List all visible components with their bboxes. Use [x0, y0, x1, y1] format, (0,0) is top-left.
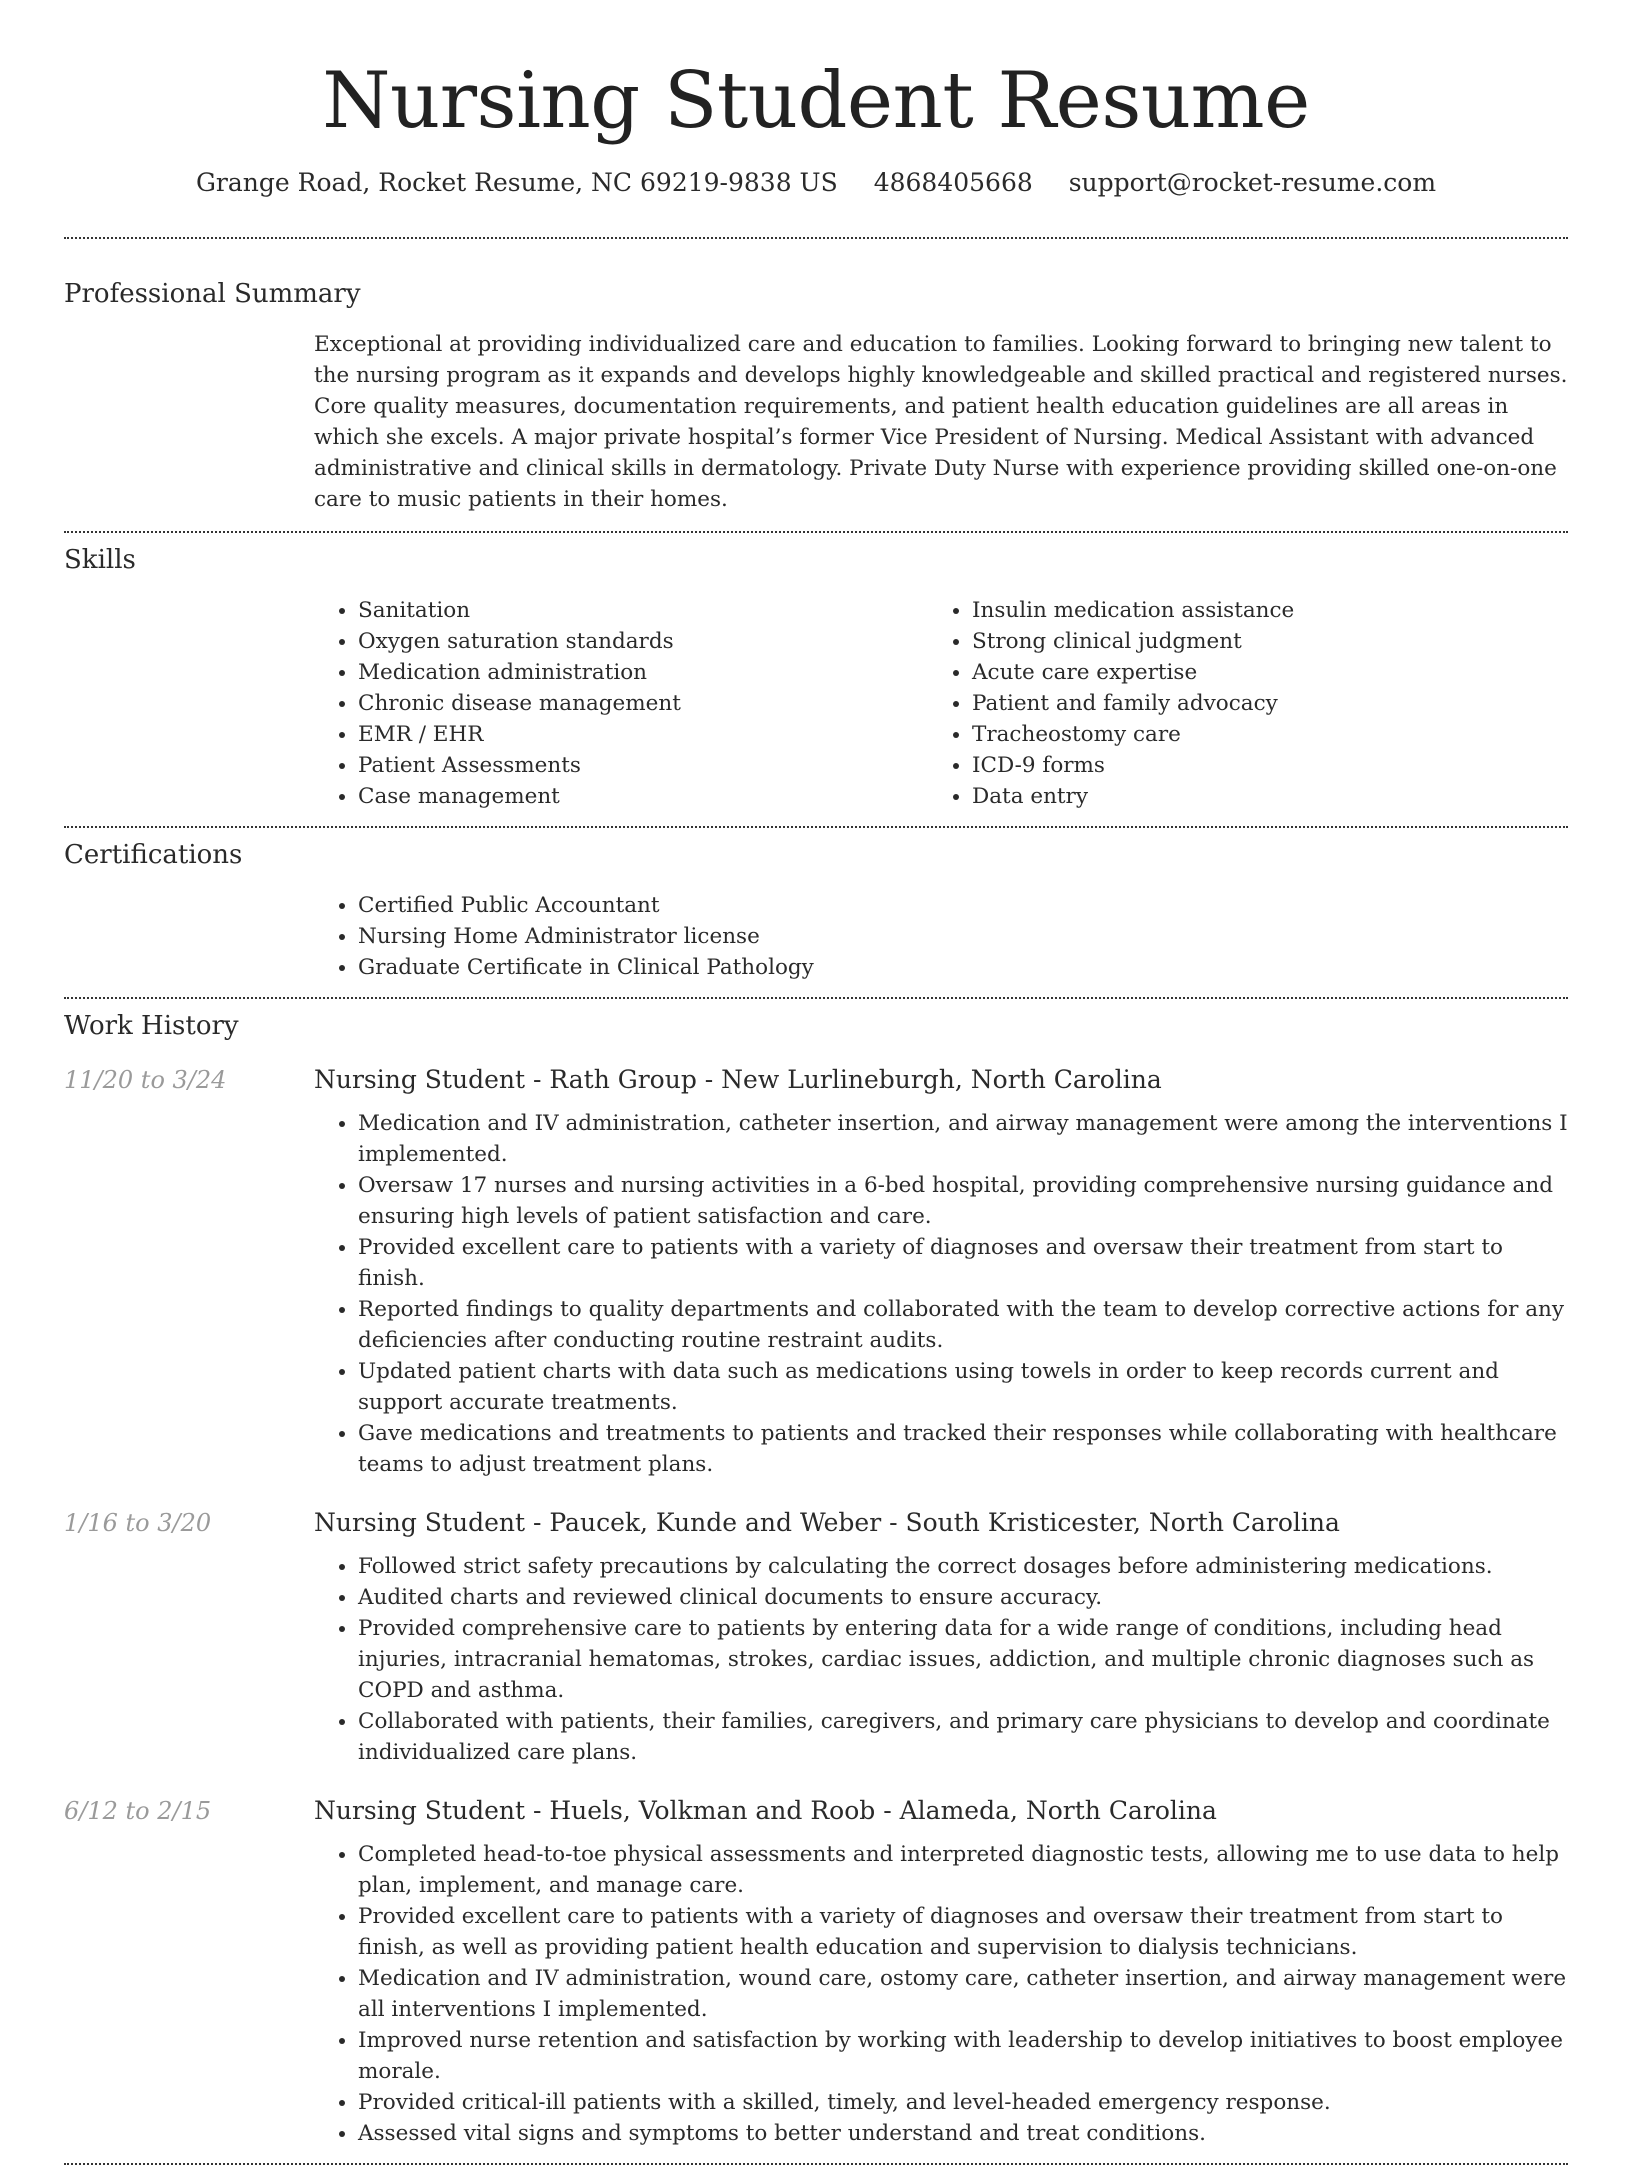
skill-item: • Strong clinical judgment	[972, 626, 1542, 657]
section-title-work-history: Work History	[64, 1011, 239, 1041]
skill-item: • Patient Assessments	[358, 750, 928, 781]
skill-item: • Acute care expertise	[972, 657, 1542, 688]
certification-item: • Nursing Home Administrator license	[358, 921, 1568, 952]
contact-phone: 4868405668	[873, 168, 1033, 197]
section-title-skills: Skills	[64, 545, 136, 575]
certification-item: • Graduate Certificate in Clinical Pathology	[358, 952, 1568, 983]
skill-item: • Insulin medication assistance	[972, 595, 1542, 626]
job-bullet: • Provided excellent care to patients with a variety of diagnoses and oversaw their treatment from start to finish.	[358, 1232, 1568, 1294]
job-bullet: • Medication and IV administration, wound care, ostomy care, catheter insertion, and airway management were all interventions I implemented.	[358, 1963, 1568, 2025]
contact-address: Grange Road, Rocket Resume, NC 69219-9838 US	[195, 168, 838, 197]
job-bullet: • Assessed vital signs and symptoms to better understand and treat conditions.	[358, 2118, 1568, 2149]
skill-item: • Case management	[358, 781, 928, 812]
skill-item: • Oxygen saturation standards	[358, 626, 928, 657]
skill-item: • Sanitation	[358, 595, 928, 626]
skills-column-right	[928, 595, 1542, 812]
skill-item: • EMR / EHR	[358, 719, 928, 750]
contact-email: support@rocket-resume.com	[1068, 168, 1437, 197]
job-title: Nursing Student - Paucek, Kunde and Weber - South Kristicester, North Carolina	[314, 1508, 1340, 1537]
job-bullet: • Provided critical-ill patients with a skilled, timely, and level-headed emergency response.	[358, 2087, 1568, 2118]
certification-item: • Certified Public Accountant	[358, 890, 1568, 921]
job-bullet: • Oversaw 17 nurses and nursing activities in a 6-bed hospital, providing comprehensive nursing guidance and ensuring high levels of patient satisfaction and care.	[358, 1170, 1568, 1232]
skill-item: • Chronic disease management	[358, 688, 928, 719]
job-bullet: • Completed head-to-toe physical assessments and interpreted diagnostic tests, allowing me to use data to help plan, implement, and manage care.	[358, 1839, 1568, 1901]
job-bullet: • Medication and IV administration, catheter insertion, and airway management were among the interventions I implemented.	[358, 1108, 1568, 1170]
skill-item: • Tracheostomy care	[972, 719, 1542, 750]
job-entry	[64, 1796, 1568, 2149]
job-dates: 6/12 to 2/15	[64, 1797, 212, 1825]
job-dates: 1/16 to 3/20	[64, 1509, 212, 1537]
job-bullet: • Updated patient charts with data such as medications using towels in order to keep records current and support accurate treatments.	[358, 1356, 1568, 1418]
resume-page	[64, 0, 1568, 2165]
job-bullet: • Improved nurse retention and satisfaction by working with leadership to develop initiatives to boost employee morale.	[358, 2025, 1568, 2087]
skills-column-left	[314, 595, 928, 812]
job-bullet: • Provided comprehensive care to patients by entering data for a wide range of conditions, including head injuries, intracranial hematomas, strokes, cardiac issues, addiction, and multiple chronic diagnoses such as COPD and asthma.	[358, 1613, 1568, 1706]
job-header	[64, 1508, 1568, 1537]
certifications-list	[314, 890, 1568, 983]
skills-list	[314, 595, 1568, 812]
summary-text: Exceptional at providing individualized care and education to families. Looking forward to bringing new talent to the nursing program as it expands and develops highly knowledgeable and skilled practical and registered nurses. Core quality measures, documentation requirements, and patient health education guidelines are all areas in which she excels. A major private hospital’s former Vice President of Nursing. Medical Assistant with advanced administrative and clinical skills in dermatology. Private Duty Nurse with experience providing skilled one-on-one care to music patients in their homes.	[314, 332, 1568, 512]
job-bullet: • Collaborated with patients, their families, caregivers, and primary care physicians to develop and coordinate individualized care plans.	[358, 1706, 1568, 1768]
job-bullet: • Audited charts and reviewed clinical documents to ensure accuracy.	[358, 1582, 1568, 1613]
job-bullets	[314, 1551, 1568, 1768]
section-title-certifications: Certifications	[64, 840, 243, 870]
job-header	[64, 1796, 1568, 1825]
job-bullet: • Gave medications and treatments to patients and tracked their responses while collaborating with healthcare teams to adjust treatment plans.	[358, 1418, 1568, 1480]
job-bullet: • Reported findings to quality departments and collaborated with the team to develop corrective actions for any deficiencies after conducting routine restraint audits.	[358, 1294, 1568, 1356]
job-bullets	[314, 1839, 1568, 2149]
job-title: Nursing Student - Huels, Volkman and Roob - Alameda, North Carolina	[314, 1796, 1217, 1825]
divider	[64, 997, 1568, 999]
divider	[64, 826, 1568, 828]
skill-item: • Data entry	[972, 781, 1542, 812]
page-title: Nursing Student Resume	[322, 56, 1310, 146]
skill-item: • Patient and family advocacy	[972, 688, 1542, 719]
job-bullet: • Provided excellent care to patients with a variety of diagnoses and oversaw their treatment from start to finish, as well as providing patient health education and supervision to dialysis technicians.	[358, 1901, 1568, 1963]
job-title: Nursing Student - Rath Group - New Lurlineburgh, North Carolina	[314, 1065, 1162, 1094]
contact-line	[64, 168, 1568, 197]
skill-item: • Medication administration	[358, 657, 928, 688]
job-bullets	[314, 1108, 1568, 1480]
divider	[64, 531, 1568, 533]
divider	[64, 237, 1568, 239]
job-header	[64, 1065, 1568, 1094]
skill-item: • ICD-9 forms	[972, 750, 1542, 781]
job-entry	[64, 1508, 1568, 1768]
section-title-summary: Professional Summary	[64, 279, 361, 309]
job-entry	[64, 1065, 1568, 1480]
job-bullet: • Followed strict safety precautions by calculating the correct dosages before administering medications.	[358, 1551, 1568, 1582]
job-dates: 11/20 to 3/24	[64, 1066, 227, 1094]
